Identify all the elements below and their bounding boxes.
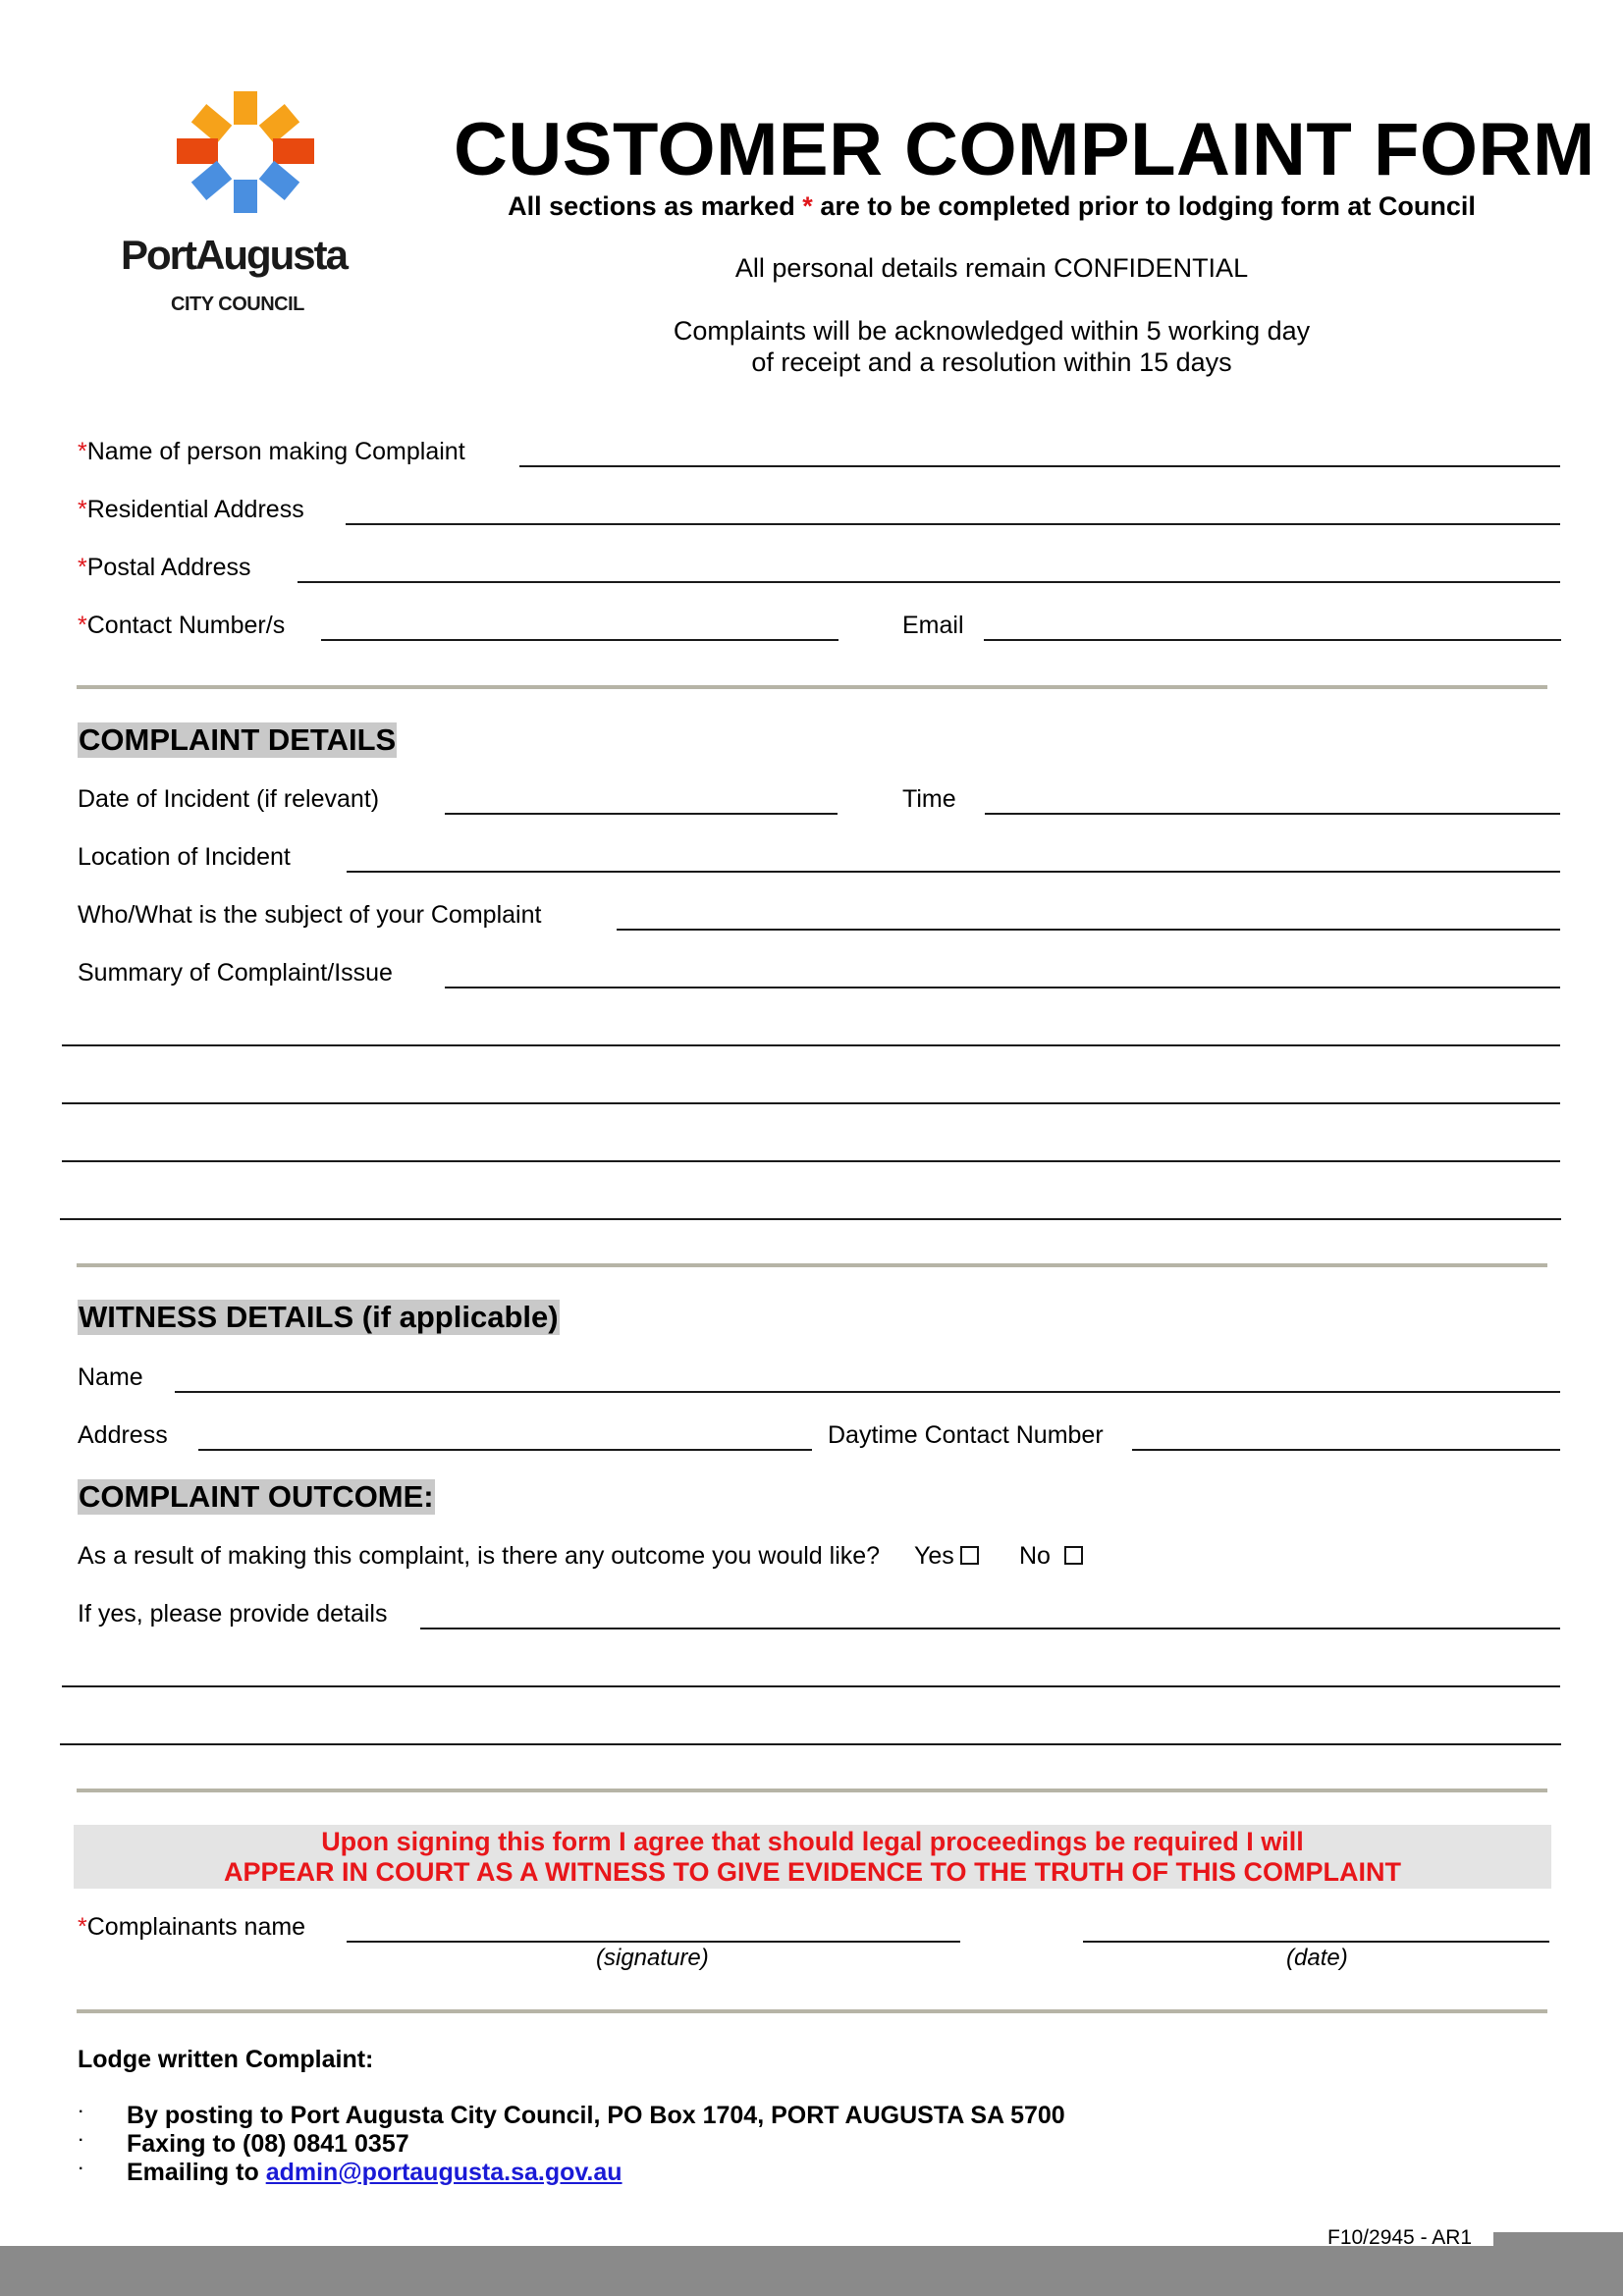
outcome-details-line[interactable] [60,1743,1561,1745]
contact-number-label [78,611,285,640]
section-divider [77,1263,1547,1267]
complainant-name-label [78,437,465,466]
legal-notice-line-2: APPEAR IN COURT AS A WITNESS TO GIVE EVIDENCE TO THE TRUTH OF THIS COMPLAINT [223,1857,1402,1887]
complaint-summary-label: Summary of Complaint/Issue [78,959,393,987]
page-title: CUSTOMER COMPLAINT FORM [454,108,1596,191]
legal-notice-line-1: Upon signing this form I agree that should legal proceedings be required I will [321,1827,1304,1856]
instructions-text-start: All sections as marked [508,191,803,221]
complaint-subject-field[interactable] [617,929,1560,931]
incident-location-field[interactable] [347,871,1560,873]
lodge-by-email [127,2159,622,2187]
postal-address-field[interactable] [298,581,1560,583]
witness-name-field[interactable] [175,1391,1560,1393]
incident-date-field[interactable] [445,813,838,815]
required-marker: * [78,612,87,639]
complaint-subject-label: Who/What is the subject of your Complaint [78,901,542,929]
footer-tab [1493,2232,1623,2252]
bullet-dot: · [79,2132,84,2149]
complainant-name-field[interactable] [519,465,1560,467]
logo-wordmark: PortAugusta [121,232,347,278]
council-email-link[interactable]: admin@portaugusta.sa.gov.au [265,2159,622,2186]
complaint-summary-line[interactable] [62,1044,1560,1046]
outcome-details-label: If yes, please provide details [78,1600,388,1628]
witness-daytime-contact-label: Daytime Contact Number [828,1421,1104,1449]
complaint-details-heading: COMPLAINT DETAILS [79,722,397,757]
logo-subtitle: CITY COUNCIL [171,294,304,315]
bullet-dot: · [79,2104,84,2120]
date-field[interactable] [1083,1941,1549,1943]
postal-address-label [78,553,251,582]
incident-location-label: Location of Incident [78,843,291,871]
section-divider [77,1789,1547,1792]
logo-emblem [147,79,344,226]
lodge-by-fax: Faxing to (08) 0841 0357 [127,2130,409,2158]
section-divider [77,2009,1547,2013]
yes-checkbox[interactable] [960,1546,979,1565]
witness-name-label: Name [78,1363,143,1391]
date-caption: (date) [1286,1945,1348,1971]
required-marker: * [78,438,87,465]
complaint-summary-line[interactable] [62,1102,1560,1104]
section-divider [77,685,1547,689]
document-reference: F10/2945 - AR1 [1327,2226,1473,2249]
witness-address-label: Address [78,1421,168,1449]
witness-daytime-contact-field[interactable] [1132,1449,1560,1451]
label-text: Complainants name [86,1913,306,1941]
acknowledgement-line-2: of receipt and a resolution within 15 days [751,347,1232,377]
label-text: Name of person making Complaint [86,438,465,465]
no-label: No [1019,1542,1051,1570]
contact-number-field[interactable] [321,639,839,641]
required-marker: * [802,191,813,221]
instructions [452,189,1532,223]
email-label: Email [902,612,964,639]
label-text: Contact Number/s [86,612,286,639]
instructions-text-end: are to be completed prior to lodging form at Council [812,191,1476,221]
label-text: Postal Address [86,554,251,581]
incident-time-label: Time [902,785,956,813]
complaint-outcome-heading: COMPLAINT OUTCOME: [79,1479,434,1514]
acknowledgement-line-1: Complaints will be acknowledged within 5 working day [673,316,1311,346]
bullet-dot: · [79,2161,84,2177]
outcome-question: As a result of making this complaint, is there any outcome you would like? [78,1542,881,1570]
yes-label: Yes [914,1542,954,1570]
complainant-signature-label [78,1912,305,1942]
outcome-yes-option[interactable] [914,1541,979,1571]
lodge-by-post: By posting to Port Augusta City Council, PO Box 1704, PORT AUGUSTA SA 5700 [127,2102,1065,2129]
confidential-note: All personal details remain CONFIDENTIAL [734,253,1249,283]
witness-address-field[interactable] [198,1449,812,1451]
label-text: Residential Address [86,496,304,523]
signature-caption: (signature) [596,1945,709,1971]
complaint-summary-line[interactable] [62,1160,1560,1162]
required-marker: * [78,1913,87,1941]
residential-address-label [78,495,304,524]
email-prefix: Emailing to [127,2159,266,2186]
required-marker: * [78,554,87,581]
signature-field[interactable] [347,1941,960,1943]
no-checkbox[interactable] [1064,1546,1083,1565]
complaint-summary-field[interactable] [445,987,1560,988]
outcome-details-line[interactable] [62,1685,1560,1687]
email-field[interactable] [984,639,1561,641]
incident-date-label: Date of Incident (if relevant) [78,785,380,813]
required-marker: * [78,496,87,523]
lodge-heading: Lodge written Complaint: [78,2046,374,2073]
outcome-no-option[interactable] [1019,1541,1083,1571]
incident-time-field[interactable] [985,813,1560,815]
witness-details-heading: WITNESS DETAILS (if applicable) [79,1300,559,1334]
residential-address-field[interactable] [346,523,1560,525]
legal-notice [74,1825,1551,1889]
footer-bar [0,2246,1623,2296]
outcome-details-field[interactable] [420,1628,1560,1629]
complaint-summary-line[interactable] [60,1218,1561,1220]
council-logo [147,79,344,226]
